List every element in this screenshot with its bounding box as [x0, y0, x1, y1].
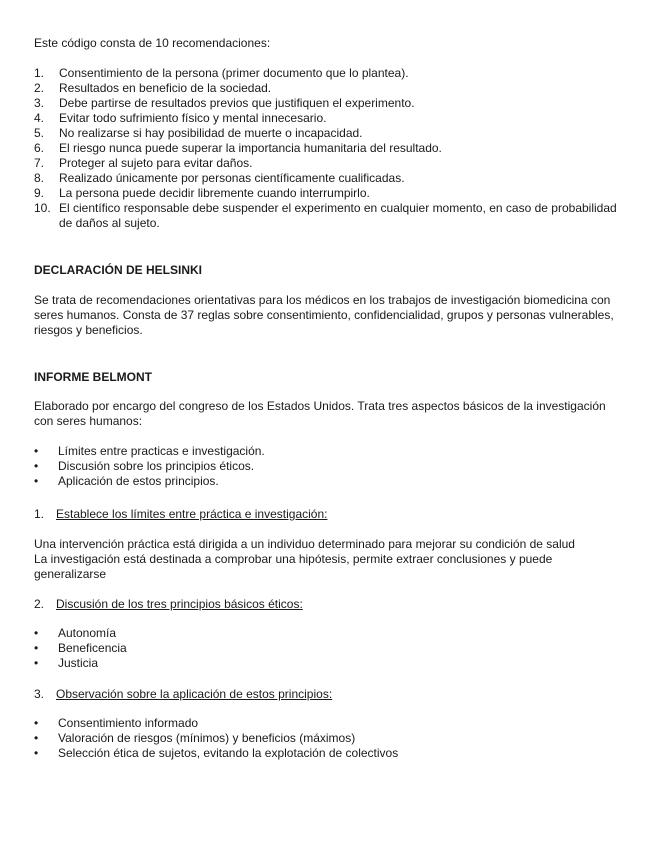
- bullet: •: [34, 444, 39, 458]
- section-1-heading: [34, 507, 327, 522]
- bullet: •: [34, 746, 39, 760]
- list-item: [34, 459, 265, 474]
- list-item: [34, 656, 127, 671]
- item-text: Proteger al sujeto para evitar daños.: [59, 156, 253, 170]
- list-item: [34, 746, 398, 761]
- list-item: [34, 626, 127, 641]
- item-text: La persona puede decidir libremente cuando interrumpirlo.: [59, 186, 370, 200]
- list-item: [34, 96, 624, 111]
- item-text: Realizado únicamente por personas científicamente cualificadas.: [59, 171, 405, 185]
- item-number: 5.: [34, 126, 45, 140]
- list-item: [34, 111, 624, 126]
- list-item: [34, 641, 127, 656]
- item-text: Consentimiento informado: [58, 716, 199, 730]
- item-text: Discusión sobre los principios éticos.: [58, 459, 255, 473]
- section-1-line-2: La investigación está destinada a comprobar una hipótesis, permite extraer conclusiones y puede generalizarse: [34, 552, 553, 581]
- list-item: [34, 81, 624, 96]
- section-title: Discusión de los tres principios básicos éticos:: [56, 597, 303, 611]
- item-text: Autonomía: [58, 626, 117, 640]
- section-1-line-1: Una intervención práctica está dirigida a un individuo determinado para mejorar su condición de salud: [34, 537, 575, 551]
- item-text: El riesgo nunca puede superar la importancia humanitaria del resultado.: [59, 141, 442, 155]
- list-item: [34, 141, 624, 156]
- recommendations-list: [34, 66, 624, 231]
- application-list: [34, 716, 398, 761]
- item-number: 1.: [34, 66, 45, 80]
- item-text: Valoración de riesgos (mínimos) y beneficios (máximos): [58, 731, 356, 745]
- list-item: [34, 171, 624, 186]
- item-number: 7.: [34, 156, 45, 170]
- section-title: Establece los límites entre práctica e investigación:: [56, 507, 328, 521]
- bullet: •: [34, 731, 39, 745]
- list-item: [34, 66, 624, 81]
- list-item: [34, 444, 265, 459]
- section-title: Observación sobre la aplicación de estos principios:: [56, 687, 333, 701]
- list-item: [34, 201, 624, 231]
- belmont-paragraph: Elaborado por encargo del congreso de los Estados Unidos. Trata tres aspectos básicos de la investigación con seres humanos:: [34, 399, 606, 428]
- belmont-aspects-list: [34, 444, 265, 489]
- list-item: [34, 186, 624, 201]
- list-item: [34, 731, 398, 746]
- section-number: 1.: [34, 507, 45, 521]
- bullet: •: [34, 626, 39, 640]
- item-number: 4.: [34, 111, 45, 125]
- item-text: Resultados en beneficio de la sociedad.: [59, 81, 272, 95]
- item-text: Debe partirse de resultados previos que justifiquen el experimento.: [59, 96, 415, 110]
- helsinki-heading: DECLARACIÓN DE HELSINKI: [34, 263, 203, 277]
- section-3-heading: [34, 687, 332, 702]
- bullet: •: [34, 474, 39, 488]
- list-item: [34, 156, 624, 171]
- section-2-heading: [34, 597, 303, 612]
- section-number: 3.: [34, 687, 45, 701]
- item-number: 8.: [34, 171, 45, 185]
- list-item: [34, 126, 624, 141]
- bullet: •: [34, 641, 39, 655]
- intro-text: Este código consta de 10 recomendaciones:: [34, 36, 271, 50]
- bullet: •: [34, 656, 39, 670]
- item-number: 3.: [34, 96, 45, 110]
- item-text: Beneficencia: [58, 641, 127, 655]
- item-text: Selección ética de sujetos, evitando la explotación de colectivos: [58, 746, 399, 760]
- item-text: Consentimiento de la persona (primer documento que lo plantea).: [59, 66, 409, 80]
- principles-list: [34, 626, 127, 671]
- list-item: [34, 716, 398, 731]
- helsinki-paragraph: Se trata de recomendaciones orientativas para los médicos en los trabajos de investigación biomedicina con seres humanos. Consta de 37 reglas sobre consentimiento, confidencialidad, grupos y personas vulnerables, riesgos y beneficios.: [34, 293, 614, 337]
- item-text: El científico responsable debe suspender el experimento en cualquier momento, en caso de probabilidad de daños al sujeto.: [59, 201, 617, 230]
- bullet: •: [34, 459, 39, 473]
- item-text: Evitar todo sufrimiento físico y mental innecesario.: [59, 111, 327, 125]
- list-item: [34, 474, 265, 489]
- item-number: 10.: [34, 201, 51, 215]
- belmont-heading: INFORME BELMONT: [34, 370, 152, 384]
- item-text: Justicia: [58, 656, 99, 670]
- item-number: 6.: [34, 141, 45, 155]
- bullet: •: [34, 716, 39, 730]
- item-number: 9.: [34, 186, 45, 200]
- section-number: 2.: [34, 597, 45, 611]
- item-text: Aplicación de estos principios.: [58, 474, 219, 488]
- item-text: Límites entre practicas e investigación.: [58, 444, 265, 458]
- item-number: 2.: [34, 81, 45, 95]
- item-text: No realizarse si hay posibilidad de muerte o incapacidad.: [59, 126, 363, 140]
